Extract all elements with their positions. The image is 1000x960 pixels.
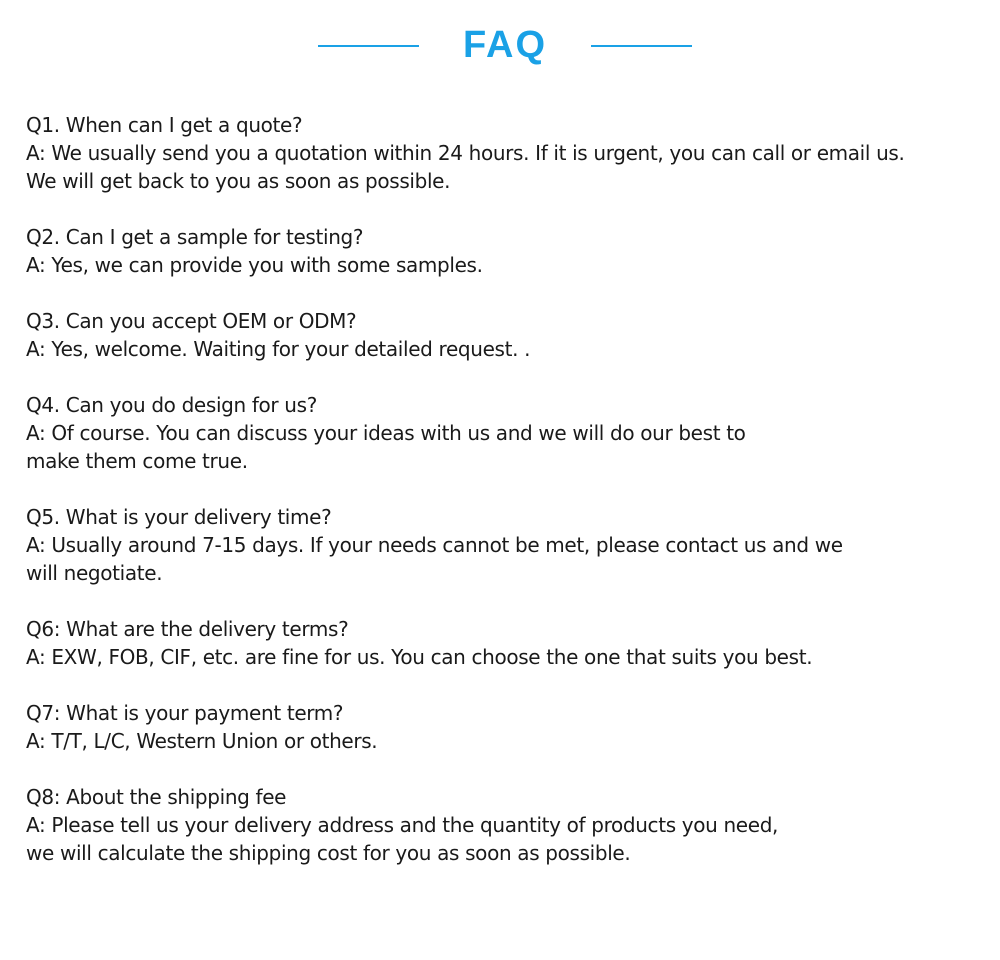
faq-answer-line: A: Yes, we can provide you with some samples.	[26, 253, 483, 277]
faq-question: Q6: What are the delivery terms?	[26, 617, 349, 641]
faq-answer-line: A: We usually send you a quotation within 24 hours. If it is urgent, you can call or email us.	[26, 141, 905, 165]
faq-answer-line: A: Please tell us your delivery address and the quantity of products you need,	[26, 813, 779, 837]
faq-question: Q8: About the shipping fee	[26, 785, 287, 809]
faq-answer-line: A: Usually around 7-15 days. If your needs cannot be met, please contact us and we	[26, 533, 843, 557]
faq-item-6	[26, 615, 986, 671]
page-title: FAQ	[462, 24, 548, 66]
faq-question: Q5. What is your delivery time?	[26, 505, 332, 529]
faq-list	[26, 111, 986, 895]
title-divider-right	[591, 45, 692, 47]
faq-question: Q7: What is your payment term?	[26, 701, 344, 725]
faq-answer-line: A: Yes, welcome. Waiting for your detailed request. .	[26, 337, 531, 361]
faq-question: Q2. Can I get a sample for testing?	[26, 225, 364, 249]
faq-item-5	[26, 503, 986, 587]
faq-answer-line: A: Of course. You can discuss your ideas with us and we will do our best to	[26, 421, 746, 445]
faq-item-1	[26, 111, 986, 195]
faq-item-3	[26, 307, 986, 363]
faq-item-8	[26, 783, 986, 867]
faq-answer-line: will negotiate.	[26, 561, 163, 585]
faq-item-7	[26, 699, 986, 755]
faq-answer-line: we will calculate the shipping cost for you as soon as possible.	[26, 841, 631, 865]
faq-question: Q3. Can you accept OEM or ODM?	[26, 309, 357, 333]
faq-answer-line: We will get back to you as soon as possible.	[26, 169, 451, 193]
faq-item-4	[26, 391, 986, 475]
faq-question: Q4. Can you do design for us?	[26, 393, 317, 417]
faq-answer-line: A: T/T, L/C, Western Union or others.	[26, 729, 378, 753]
faq-question: Q1. When can I get a quote?	[26, 113, 303, 137]
title-divider-left	[318, 45, 419, 47]
faq-answer-line: A: EXW, FOB, CIF, etc. are fine for us. You can choose the one that suits you best.	[26, 645, 813, 669]
faq-header	[0, 18, 1000, 74]
faq-answer-line: make them come true.	[26, 449, 248, 473]
faq-item-2	[26, 223, 986, 279]
